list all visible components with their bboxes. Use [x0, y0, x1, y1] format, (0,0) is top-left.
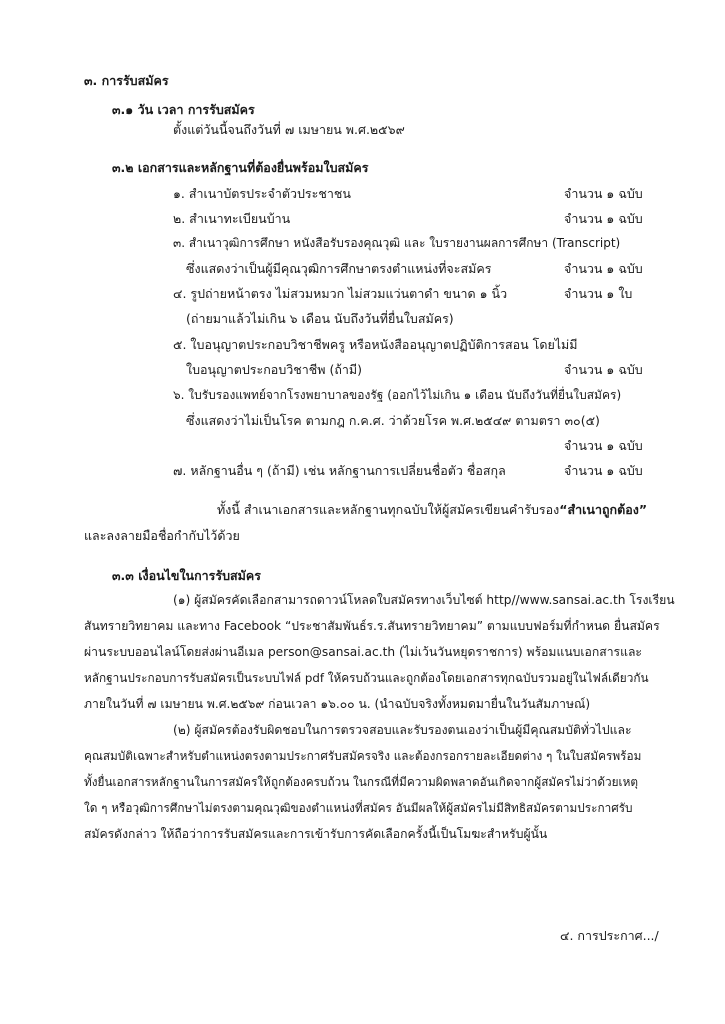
certification-note: [217, 502, 647, 517]
doc-item-6-line-1: ๖. ใบรับรองแพทย์จากโรงพยาบาลของรัฐ (ออกไว้ไม่เกิน ๑ เดือน นับถึงวันที่ยื่นใบสมัคร): [173, 388, 622, 402]
doc-item-4-line-2: (ถ่ายมาแล้วไม่เกิน ๖ เดือน นับถึงวันที่ยื่นใบสมัคร): [186, 311, 454, 326]
condition-2-line-2: คุณสมบัติเฉพาะสำหรับตำแหน่งตรงตามประกาศรับสมัครจริง และต้องกรอกรายละเอียดต่าง ๆ ในใบสมัครพร้อม: [84, 749, 642, 763]
certification-note-text: ทั้งนี้ สำเนาเอกสารและหลักฐานทุกฉบับให้ผู้สมัครเขียนคำรับรอง: [217, 502, 560, 517]
doc-item-5-line-2: ใบอนุญาตประกอบวิชาชีพ (ถ้ามี): [186, 362, 363, 377]
condition-1-line-1: (๑) ผู้สมัครคัดเลือกสามารถดาวน์โหลดใบสมัครทางเว็บไซต์ http//www.sansai.ac.th โรงเรียน: [173, 593, 675, 607]
doc-item-7-amount: จำนวน ๑ ฉบับ: [564, 463, 643, 478]
subsection-title-3-3: ๓.๓ เงื่อนไขในการรับสมัคร: [112, 568, 261, 583]
doc-item-5-line-1: ๕. ใบอนุญาตประกอบวิชาชีพครู หรือหนังสืออนุญาตปฏิบัติการสอน โดยไม่มี: [173, 337, 578, 352]
condition-1-line-5: ภายในวันที่ ๗ เมษายน พ.ศ.๒๕๖๙ ก่อนเวลา ๑๖.๐๐ น. (นำฉบับจริงทั้งหมดมายื่นในวันสัมภาษณ์): [84, 697, 591, 711]
subsection-title-3-1: ๓.๑ วัน เวลา การรับสมัคร: [112, 102, 255, 117]
doc-item-2: ๒. สำเนาทะเบียนบ้าน: [173, 211, 291, 226]
doc-item-4-line-1: ๔. รูปถ่ายหน้าตรง ไม่สวมหมวก ไม่สวมแว่นตาดำ ขนาด ๑ นิ้ว: [173, 286, 508, 301]
doc-item-6-line-2: ซึ่งแสดงว่าไม่เป็นโรค ตามกฎ ก.ค.ศ. ว่าด้วยโรค พ.ศ.๒๕๔๙ ตามตรา ๓๐(๕): [186, 413, 600, 428]
doc-item-6-amount: จำนวน ๑ ฉบับ: [564, 438, 643, 453]
certification-phrase: “สำเนาถูกต้อง”: [559, 502, 648, 517]
certification-note-line-2: และลงลายมือชื่อกำกับไว้ด้วย: [84, 528, 240, 543]
page-continuation: ๔. การประกาศ.../: [560, 928, 659, 943]
condition-2-line-1: (๒) ผู้สมัครต้องรับผิดชอบในการตรวจสอบและรับรองตนเองว่าเป็นผู้มีคุณสมบัติทั่วไปและ: [173, 723, 632, 737]
section-title: ๓. การรับสมัคร: [84, 73, 169, 88]
condition-1-line-4: หลักฐานประกอบการรับสมัครเป็นระบบไฟล์ pdf ให้ครบถ้วนและถูกต้องโดยเอกสารทุกฉบับรวมอยู่ในไฟล์เดียวกัน: [84, 671, 649, 685]
doc-item-4-amount: จำนวน ๑ ใบ: [564, 286, 633, 301]
doc-item-7: ๗. หลักฐานอื่น ๆ (ถ้ามี) เช่น หลักฐานการเปลี่ยนชื่อตัว ชื่อสกุล: [173, 463, 506, 478]
doc-item-3-amount: จำนวน ๑ ฉบับ: [564, 261, 643, 276]
condition-1-line-3: ผ่านระบบออนไลน์โดยส่งผ่านอีเมล person@sansai.ac.th (ไม่เว้นวันหยุดราชการ) พร้อมแนบเอกสารและ: [84, 645, 642, 659]
condition-1-line-2: สันทรายวิทยาคม และทาง Facebook “ประชาสัมพันธ์ร.ร.สันทรายวิทยาคม” ตามแบบฟอร์มที่กำหนด ยื่นสมัคร: [84, 619, 660, 633]
doc-item-3-line-1: ๓. สำเนาวุฒิการศึกษา หนังสือรับรองคุณวุฒิ และ ใบรายงานผลการศึกษา (Transcript): [173, 236, 621, 250]
condition-2-line-3: ทั้งยื่นเอกสารหลักฐานในการสมัครให้ถูกต้องครบถ้วน ในกรณีที่มีความผิดพลาดอันเกิดจากผู้สมัครไม่ว่าด้วยเหตุ: [84, 775, 639, 789]
application-period-text: ตั้งแต่วันนี้จนถึงวันที่ ๗ เมษายน พ.ศ.๒๕๖๙: [173, 122, 405, 137]
condition-2-line-5: สมัครดังกล่าว ให้ถือว่าการรับสมัครและการเข้ารับการคัดเลือกครั้งนี้เป็นโมฆะสำหรับผู้นั้น: [84, 827, 548, 841]
doc-item-1: ๑. สำเนาบัตรประจำตัวประชาชน: [173, 186, 351, 201]
subsection-title-3-2: ๓.๒ เอกสารและหลักฐานที่ต้องยื่นพร้อมใบสมัคร: [112, 160, 369, 175]
doc-item-5-amount: จำนวน ๑ ฉบับ: [564, 362, 643, 377]
doc-item-1-amount: จำนวน ๑ ฉบับ: [564, 186, 643, 201]
doc-item-3-line-2: ซึ่งแสดงว่าเป็นผู้มีคุณวุฒิการศึกษาตรงตำแหน่งที่จะสมัคร: [186, 261, 492, 276]
doc-item-2-amount: จำนวน ๑ ฉบับ: [564, 211, 643, 226]
condition-2-line-4: ใด ๆ หรือวุฒิการศึกษาไม่ตรงตามคุณวุฒิของตำแหน่งที่สมัคร อันมีผลให้ผู้สมัครไม่มีสิทธิสมัครตามประกาศรับ: [84, 801, 633, 815]
